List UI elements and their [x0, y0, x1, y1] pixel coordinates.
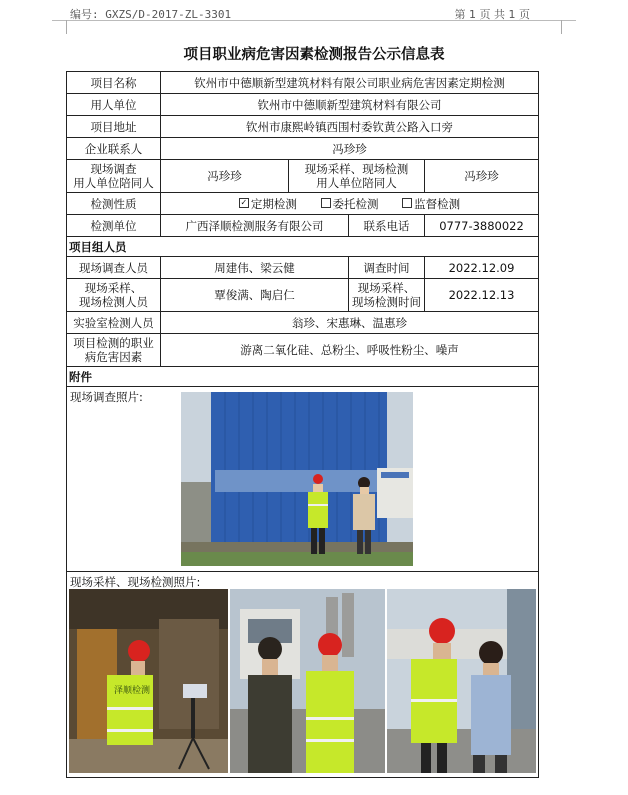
employer-label: 用人单位 — [67, 94, 161, 116]
sampling-staff-value: 覃俊满、陶启仁 — [161, 279, 349, 312]
sampling-photo-label: 现场采样、现场检测照片: — [70, 575, 201, 589]
checkbox-icon[interactable] — [402, 198, 412, 208]
sampling-photos-cell — [67, 572, 539, 778]
nature-option-supervisory[interactable]: 监督检测 — [402, 197, 460, 211]
survey-photo-cell — [67, 387, 539, 572]
project-name-label: 项目名称 — [67, 72, 161, 94]
address-value: 钦州市康熙岭镇西围村委钦黄公路入口旁 — [161, 116, 539, 138]
survey-photo-label: 现场调查照片: — [70, 390, 143, 404]
row-attachments-section — [67, 367, 539, 387]
row-contact — [67, 138, 539, 160]
nature-option-entrusted[interactable]: 委托检测 — [321, 197, 379, 211]
contact-value: 冯珍珍 — [161, 138, 539, 160]
hazards-label: 项目检测的职业 病危害因素 — [67, 334, 161, 367]
survey-escort-label: 现场调查 用人单位陪同人 — [67, 160, 161, 193]
nature-options — [161, 193, 539, 215]
row-team-section — [67, 237, 539, 257]
phone-label: 联系电话 — [349, 215, 425, 237]
sampling-photo-3 — [387, 589, 536, 773]
attachments-section-label: 附件 — [67, 367, 539, 387]
lab-staff-label: 实验室检测人员 — [67, 312, 161, 334]
address-label: 项目地址 — [67, 116, 161, 138]
row-nature — [67, 193, 539, 215]
row-employer — [67, 94, 539, 116]
survey-site-photo — [181, 392, 413, 566]
unit-label: 检测单位 — [67, 215, 161, 237]
row-lab-staff — [67, 312, 539, 334]
row-survey-staff — [67, 257, 539, 279]
phone-value: 0777-3880022 — [425, 215, 539, 237]
page-indicator: 第 1 页 共 1 页 — [454, 8, 530, 21]
row-project-name — [67, 72, 539, 94]
employer-value: 钦州市中德顺新型建筑材料有限公司 — [161, 94, 539, 116]
checkbox-checked-icon[interactable]: ✓ — [240, 198, 248, 207]
row-escorts — [67, 160, 539, 193]
team-section-label: 项目组人员 — [67, 237, 539, 257]
row-address — [67, 116, 539, 138]
survey-time-label: 调查时间 — [349, 257, 425, 279]
sampling-escort-label: 现场采样、现场检测 用人单位陪同人 — [289, 160, 425, 193]
info-table — [66, 71, 539, 778]
hazards-value: 游离二氧化硅、总粉尘、呼吸性粉尘、噪声 — [161, 334, 539, 367]
survey-time-value: 2022.12.09 — [425, 257, 539, 279]
document-code: 编号: GXZS/D-2017-ZL-3301 — [70, 8, 232, 21]
survey-escort-value: 冯珍珍 — [161, 160, 289, 193]
header-rule — [52, 20, 576, 21]
crop-mark-left — [52, 20, 67, 34]
sampling-escort-value: 冯珍珍 — [425, 160, 539, 193]
row-sampling-photos — [67, 572, 539, 778]
survey-staff-value: 周建伟、梁云健 — [161, 257, 349, 279]
vest-text: 泽顺检测 — [114, 686, 151, 696]
sampling-time-label: 现场采样、 现场检测时间 — [349, 279, 425, 312]
row-unit — [67, 215, 539, 237]
checkbox-icon[interactable] — [321, 198, 331, 208]
unit-value: 广西泽顺检测服务有限公司 — [161, 215, 349, 237]
contact-label: 企业联系人 — [67, 138, 161, 160]
sampling-time-value: 2022.12.13 — [425, 279, 539, 312]
page-title: 项目职业病危害因素检测报告公示信息表 — [183, 47, 445, 63]
nature-label: 检测性质 — [67, 193, 161, 215]
survey-staff-label: 现场调查人员 — [67, 257, 161, 279]
row-hazards — [67, 334, 539, 367]
sampling-photo-2 — [230, 589, 385, 773]
row-sampling-staff — [67, 279, 539, 312]
crop-mark-right — [561, 20, 576, 34]
nature-option-periodic[interactable]: ✓ 定期检测 — [240, 196, 297, 211]
row-survey-photo — [67, 387, 539, 572]
lab-staff-value: 翁珍、宋惠琳、温惠珍 — [161, 312, 539, 334]
project-name-value: 钦州市中德顺新型建筑材料有限公司职业病危害因素定期检测 — [161, 72, 539, 94]
sampling-staff-label: 现场采样、 现场检测人员 — [67, 279, 161, 312]
sampling-photo-1 — [69, 589, 228, 773]
